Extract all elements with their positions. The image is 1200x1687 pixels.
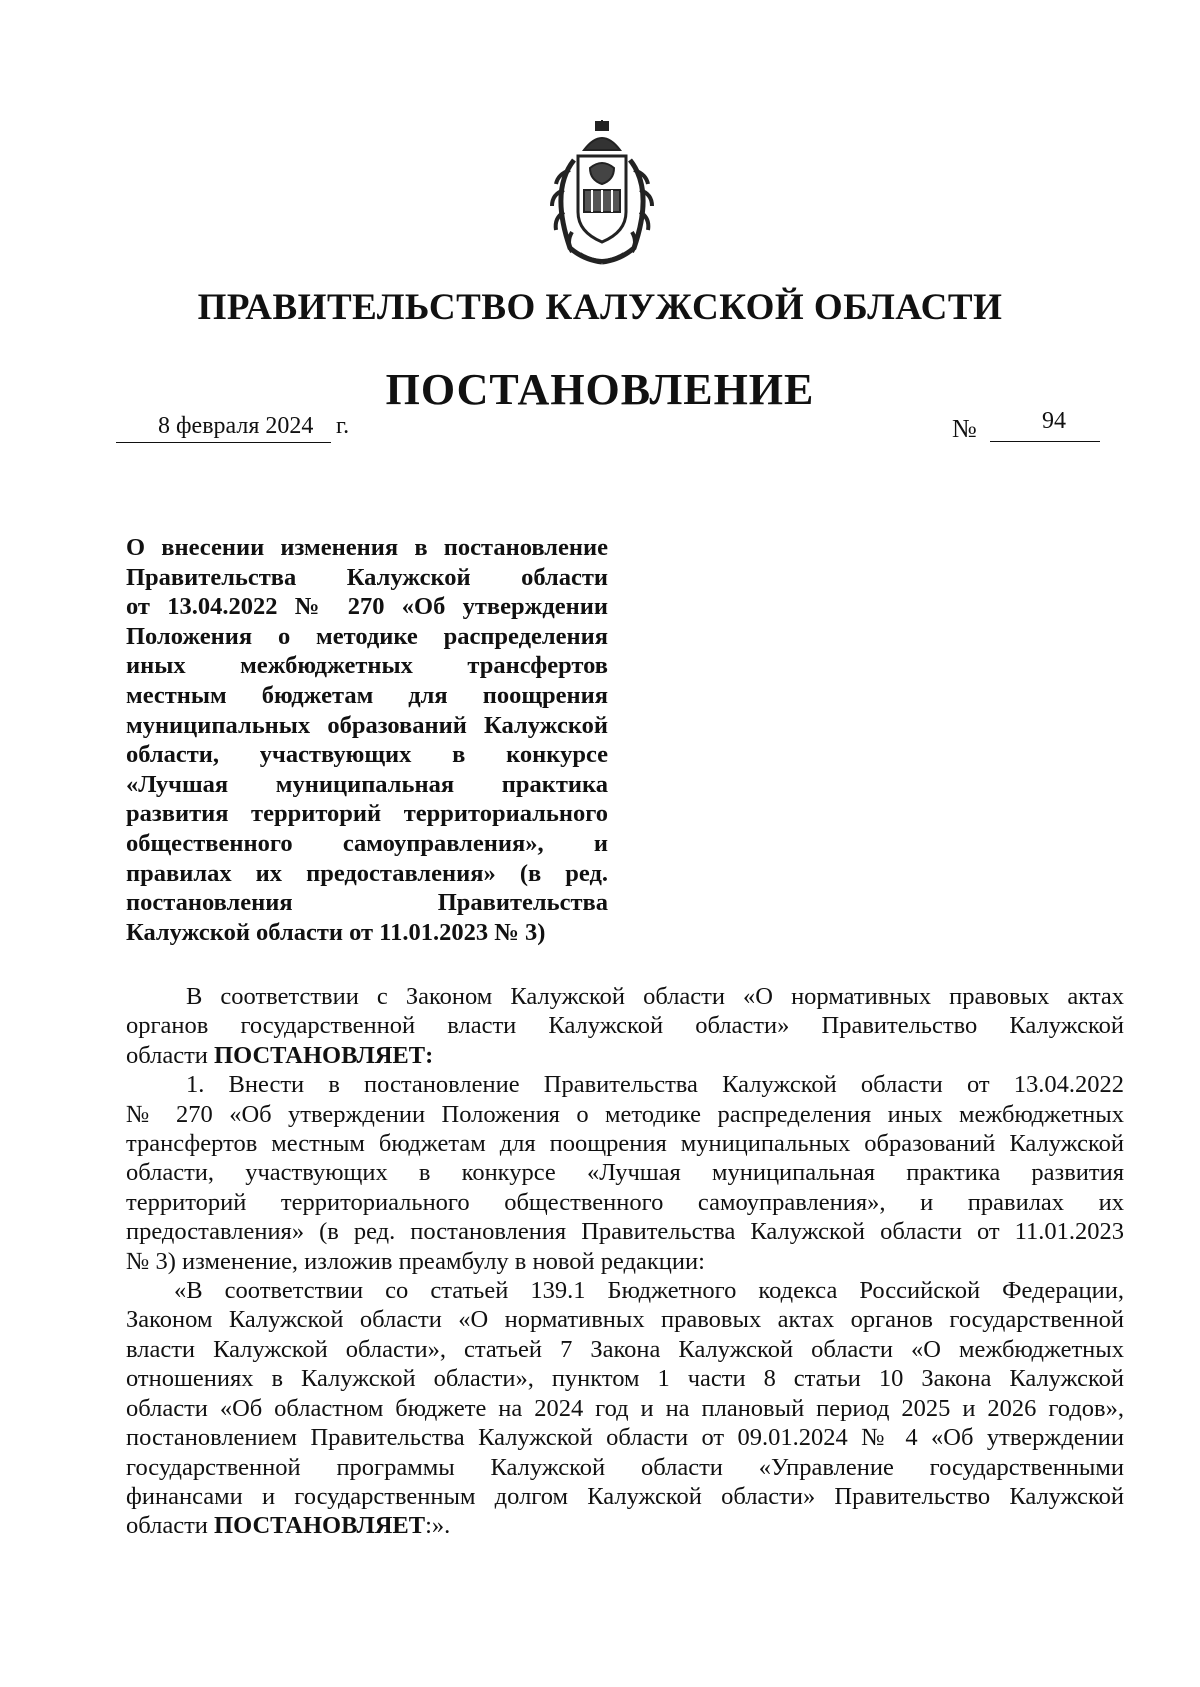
quote-line: государственной программы Калужской области «Управление государственными [126, 1453, 1124, 1481]
subject-line: Калужской области от 11.01.2023 № 3) [126, 918, 546, 946]
document-body [126, 982, 1124, 1541]
subject-line: иных межбюджетных трансфертов [126, 652, 608, 680]
quote-line: отношениях в Калужской области», пунктом 1 части 8 статьи 10 Закона Калужской [126, 1365, 1124, 1393]
quote-tail: :». [425, 1512, 451, 1540]
item-line: территорий территориального общественного самоуправления», и правилах их [126, 1188, 1124, 1216]
item-line: трансфертов местным бюджетам для поощрения муниципальных образований Калужской [126, 1130, 1124, 1158]
subject-line: постановления Правительства [126, 889, 608, 917]
preamble-line: органов государственной власти Калужской области» Правительство Калужской [126, 1012, 1124, 1040]
subject-line: «Лучшая муниципальная практика [126, 770, 608, 798]
quote-decree-word: ПОСТАНОВЛЯЕТ [214, 1512, 426, 1540]
subject-line: общественного самоуправления», и [126, 829, 608, 857]
subject-line: О внесении изменения в постановление [126, 534, 608, 561]
document-number: 94 [990, 408, 1100, 442]
quote-line: Законом Калужской области «О нормативных правовых актах органов государственной [126, 1306, 1124, 1334]
quote-line: «В соответствии со статьей 139.1 Бюджетного кодекса Российской Федерации, [174, 1277, 1124, 1305]
quote-line: области «Об областном бюджете на 2024 год и на плановый период 2025 и 2026 годов», [126, 1394, 1124, 1422]
quote-end: области [126, 1512, 208, 1540]
subject-line: Положения о методике распределения [126, 622, 608, 650]
subject-line: области, участвующих в конкурсе [126, 741, 608, 769]
quote-line: постановлением Правительства Калужской области от 09.01.2024 № 4 «Об утверждении [126, 1424, 1124, 1452]
item-line: предоставления» (в ред. постановления Правительства Калужской области от 11.01.2023 [126, 1218, 1124, 1246]
preamble-end: области [126, 1041, 208, 1069]
coat-of-arms-icon [540, 120, 665, 270]
quote-line: финансами и государственным долгом Калужской области» Правительство Калужской [126, 1482, 1124, 1510]
preamble-line-end [126, 1041, 1124, 1070]
subject-line: развития территорий территориального [126, 800, 608, 828]
item-line: 1. Внести в постановление Правительства Калужской области от 13.04.2022 [186, 1071, 1124, 1099]
subject-line: от 13.04.2022 № 270 «Об утверждении [126, 593, 608, 621]
document-type: ПОСТАНОВЛЕНИЕ [385, 365, 815, 414]
quote-line: власти Калужской области», статьей 7 Закона Калужской области «О межбюджетных [126, 1335, 1124, 1363]
date-suffix: г. [336, 413, 350, 439]
item-line: области, участвующих в конкурсе «Лучшая муниципальная практика развития [126, 1159, 1124, 1187]
item-line: № 270 «Об утверждении Положения о методике распределения иных межбюджетных [126, 1100, 1124, 1128]
subject-line: муниципальных образований Калужской [126, 711, 608, 739]
document-date: 8 февраля 2024 [116, 413, 331, 443]
subject-line: правилах их предоставления» (в ред. [126, 859, 608, 887]
document-subject [126, 533, 608, 947]
subject-line: Правительства Калужской области [126, 563, 608, 591]
item-line: № 3) изменение, изложив преамбулу в новой редакции: [126, 1247, 705, 1275]
quote-line-end [126, 1511, 1124, 1540]
number-label: № [952, 414, 977, 443]
preamble-line: В соответствии с Законом Калужской области «О нормативных правовых актах [186, 983, 1124, 1010]
subject-line: местным бюджетам для поощрения [126, 681, 608, 709]
decree-word: ПОСТАНОВЛЯЕТ: [214, 1041, 434, 1069]
organization-title: ПРАВИТЕЛЬСТВО КАЛУЖСКОЙ ОБЛАСТИ [197, 287, 1003, 328]
